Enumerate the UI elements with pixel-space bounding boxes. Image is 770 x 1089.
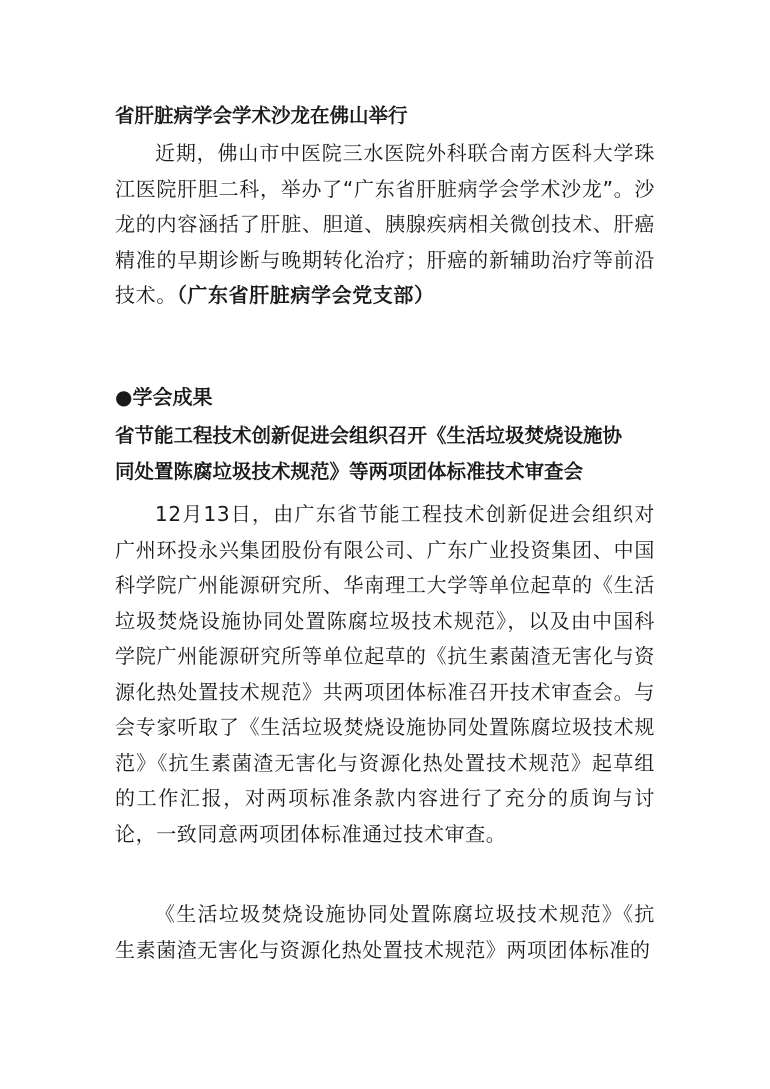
achievement-paragraph-2: 《生活垃圾焚烧设施协同处置陈腐垃圾技术规范》《抗生素菌渣无害化与资源化热处置技术规范》两项团体标准的 (115, 902, 655, 962)
achievement-paragraph-1: 12月13日，由广东省节能工程技术创新促进会组织对广州环投永兴集团股份有限公司、广东广业投资集团、中国科学院广州能源研究所、华南理工大学等单位起草的《生活垃圾焚烧设施协同处置陈腐垃圾技术规范》，以及由中国科学院广州能源研究所等单位起草的《抗生素菌渣无害化与资源化热处置技术规范》共两项团体标准召开技术审查会。与会专家听取了《生活垃圾焚烧设施协同处置陈腐垃圾技术规范》《抗生素菌渣无害化与资源化热处置技术规范》起草组的工作汇报，对两项标准条款内容进行了充分的质询与讨论，一致同意两项团体标准通过技术审查。 (115, 502, 655, 846)
achievement-title-line2: 同处置陈腐垃圾技术规范》等两项团体标准技术审查会 (115, 460, 584, 483)
salon-paragraph (115, 136, 655, 314)
salon-source: （广东省肝脏病学会党支部） (176, 283, 435, 307)
section-label-achievements: ●学会成果 (115, 385, 213, 409)
achievement-title-line1: 省节能工程技术创新促进会组织召开《生活垃圾焚烧设施协 (115, 424, 623, 447)
salon-title: 省肝脏病学会学术沙龙在佛山举行 (115, 104, 408, 127)
salon-body-text: 近期，佛山市中医院三水医院外科联合南方医科大学珠江医院肝胆二科，举办了“广东省肝脏病学会学术沙龙”。沙龙的内容涵括了肝脏、胆道、胰腺疾病相关微创技术、肝癌精准的早期诊断与晚期转化治疗；肝癌的新辅助治疗等前沿技术。 (115, 141, 655, 307)
